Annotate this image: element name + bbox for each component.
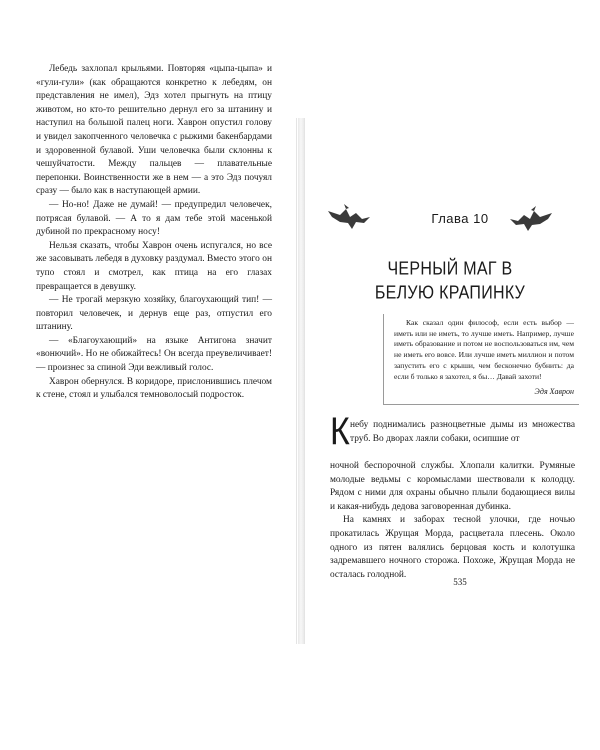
- left-paragraph: Лебедь захлопал крыльями. Повторяя «цыпа-цыпа» и «гули-гули» (как обращаются конкретно к лебедям, он представления не имел), Эдз хотел прыгнуть на птицу животом, но кто-то решительно дернул его за штанину и наступил на большой палец ноги. Хаврон опустил голову и увидел закопченного человечка с рыжими бакенбардами и здоровенной булавой. Уши человечка были склонны к чешуйчатости. Между пальцев — плавательные перепонки. Воинственности же в нем — а это Эдз почуял сразу — было как в наступающей армии.: [36, 64, 272, 197]
- left-page-text: [36, 63, 272, 403]
- left-paragraph: — Но-но! Даже не думай! — предупредил человечек, потрясая булавой. — А то я дам тебе этой масенькой дубиной по прекрасному носу!: [36, 199, 272, 238]
- right-paragraph: На камнях и заборах тесной улочки, где ночью прокатилась Жрущая Морда, расцветала плесень. Около одного из пятен валялись берцовая кость и колотушка задремавшего ночного сторожа. Похоже, Жрущая Морда не осталась голодной.: [330, 515, 575, 580]
- left-paragraph: — «Благоухающий» на языке Антигона значит «вонючий». Но не обижайтесь! Он всегда преувеличивает! — произнес за спиной Эди вежливый голос.: [36, 335, 272, 374]
- chapter-title: ЧЕРНЫЙ МАГ В БЕЛУЮ КРАПИНКУ: [374, 259, 526, 303]
- dragon-right-icon: [506, 205, 554, 235]
- epigraph: [394, 318, 574, 382]
- left-paragraph: — Не трогай мерзкую хозяйку, благоухающий тип! — повторил человечек, и дернув еще раз, отпустил его штанину.: [36, 295, 272, 333]
- drop-cap: К: [330, 410, 350, 454]
- epigraph-author: Эдя Хаврон: [534, 387, 574, 396]
- chapter-label: Глава 10: [431, 211, 489, 226]
- dragon-left-icon: [326, 203, 374, 233]
- right-first-lines: [350, 419, 575, 446]
- right-paragraph-start: небу поднимались разноцветные дымы из множества труб. Во дворах лаяли собаки, осипшие от: [350, 420, 575, 444]
- page-number: 535: [453, 577, 467, 587]
- left-paragraph: Хаврон обернулся. В коридоре, прислонившись плечом к стене, стоял и улыбался темноволосый подросток.: [36, 376, 272, 401]
- left-paragraph: Нельзя сказать, чтобы Хаврон очень испугался, но все же засовывать лебедя в духовку раздумал. Вместо этого он тупо стоял и смотрел, как птица на его глазах превращается в девушку.: [36, 240, 272, 292]
- right-paragraph: ночной беспорочной службы. Хлопали калитки. Румяные молодые ведьмы с коромыслами шествовали к колодцу. Рядом с ними для охраны обычно плыли бодающиеся вилы и какая-нибудь дедова заговоренная дубинка.: [330, 461, 575, 512]
- right-page-text: [330, 460, 575, 582]
- epigraph-text: Как сказал один философ, если есть выбор — иметь или не иметь, то лучше иметь. Например, лучше иметь образование и потом не воспользоваться им, чем не иметь его вовсе. Или лучше иметь миллион и потом запустить его с крыши, чем бесконечно бубнить: да если б только я захотел, я бы… Давай захоти!: [394, 318, 574, 381]
